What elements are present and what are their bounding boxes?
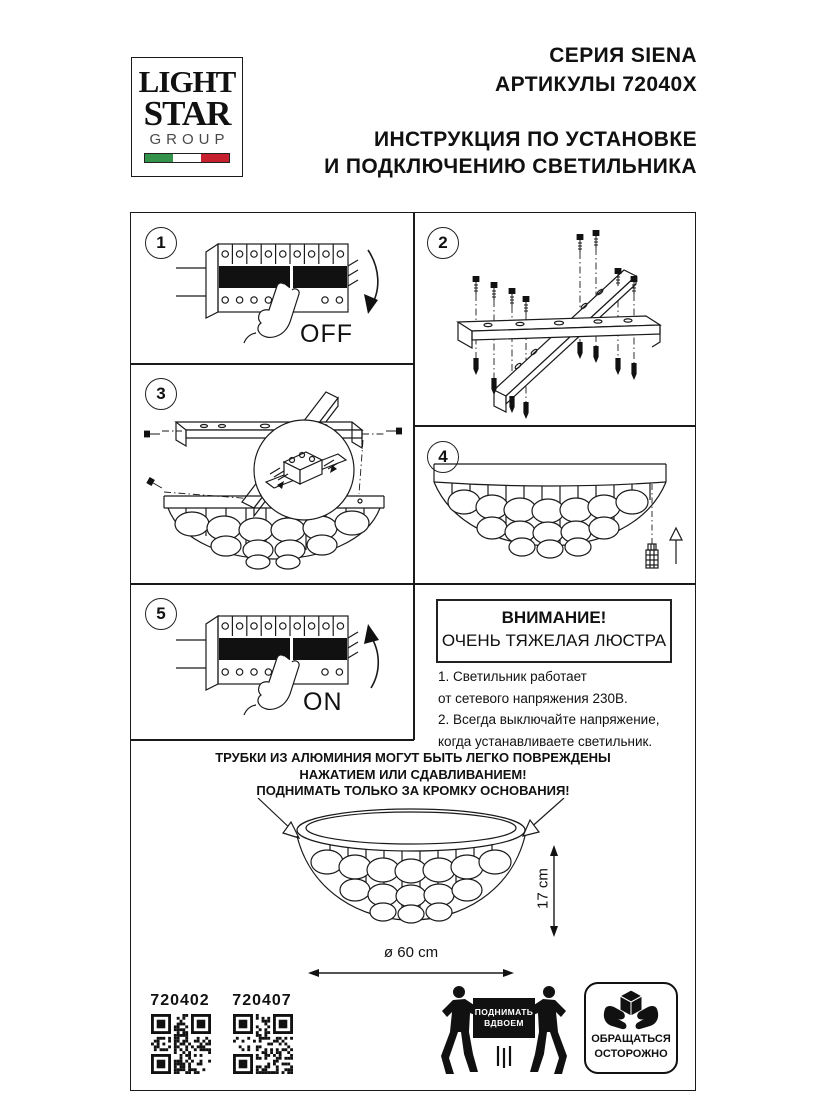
panel-divider-right-1	[413, 425, 695, 427]
note-line: от сетевого напряжения 230В.	[438, 690, 628, 706]
logo-word-light: LIGHT	[138, 64, 236, 99]
hands-holding-cube-icon	[601, 989, 661, 1031]
note-line: когда устанавливаете светильник.	[438, 733, 653, 749]
article-number: 720402	[150, 992, 210, 1009]
step-4-badge: 4	[427, 441, 459, 473]
panel-divider-left-1	[130, 363, 414, 365]
logo-word-star: STAR	[143, 94, 231, 133]
header-title-line2: И ПОДКЛЮЧЕНИЮ СВЕТИЛЬНИКА	[324, 155, 697, 178]
mounting-bracket-exploded-illustration	[428, 230, 690, 422]
height-dimension-label: 17 cm	[534, 868, 552, 909]
care-label-line: ОСТОРОЖНО	[594, 1048, 668, 1060]
wiring-detail-balloon	[254, 420, 354, 520]
on-label: ON	[303, 688, 343, 716]
pointing-hand-icon	[258, 283, 299, 337]
qr-code-1	[151, 1014, 211, 1074]
grab-arrow-icon	[258, 798, 564, 838]
step-2-badge: 2	[427, 227, 459, 259]
notes-block	[438, 666, 694, 752]
lightstar-logo	[131, 57, 243, 177]
cap-nut-screw-icon	[646, 544, 658, 568]
panel-divider-vertical	[413, 212, 415, 740]
italy-flag-icon	[144, 153, 230, 163]
step-3-badge: 3	[145, 378, 177, 410]
note-line: 1. Светильник работает	[438, 669, 587, 684]
panel-divider-full	[130, 583, 695, 585]
care-label-line: ОБРАЩАТЬСЯ	[591, 1033, 671, 1045]
step-5-badge: 5	[145, 598, 177, 630]
header-series: СЕРИЯ SIENA	[549, 44, 697, 67]
handle-with-care-icon	[584, 982, 678, 1074]
warning-title: ВНИМАНИЕ!	[501, 608, 607, 627]
two-person-lift-icon	[440, 984, 568, 1080]
arrow-up-icon	[670, 528, 682, 564]
aluminum-warning	[130, 750, 696, 800]
lift-label-box	[473, 998, 535, 1038]
qr-code-2	[233, 1014, 293, 1074]
circuit-breaker-on-illustration	[168, 600, 398, 730]
diameter-dimension-label: ø 60 cm	[383, 944, 439, 961]
aluminum-warning-line: ТРУБКИ ИЗ АЛЮМИНИЯ МОГУТ БЫТЬ ЛЕГКО ПОВРЕЖДЕНЫ	[215, 750, 611, 765]
flag-green-segment	[145, 154, 173, 162]
flag-red-segment	[201, 154, 229, 162]
dimension-arrow-horizontal-icon	[308, 966, 514, 980]
lift-label-line: ПОДНИМАТЬ	[474, 1007, 534, 1017]
fixing-and-wiring-illustration	[134, 374, 410, 580]
warning-subtitle: ОЧЕНЬ ТЯЖЕЛАЯ ЛЮСТРА	[441, 631, 667, 650]
aluminum-warning-line: ПОДНИМАТЬ ТОЛЬКО ЗА КРОМКУ ОСНОВАНИЯ!	[256, 783, 570, 798]
logo-word-group: GROUP	[149, 131, 230, 148]
flag-white-segment	[173, 154, 201, 162]
step-1-badge: 1	[145, 227, 177, 259]
pointing-hand-icon	[258, 655, 299, 709]
lamp-dimensions-illustration	[250, 798, 572, 956]
panel-divider-left-2	[130, 739, 414, 741]
warning-box	[436, 599, 672, 663]
off-label: OFF	[300, 320, 353, 348]
lamp-body-fastening-illustration	[424, 452, 692, 580]
header-title-line1: ИНСТРУКЦИЯ ПО УСТАНОВКЕ	[373, 128, 697, 151]
aluminum-warning-line: НАЖАТИЕМ ИЛИ СДАВЛИВАНИЕМ!	[299, 766, 527, 782]
header-articles: АРТИКУЛЫ 72040X	[495, 73, 697, 96]
circuit-breaker-off-illustration	[168, 228, 398, 358]
lift-label-line: ВДВОЕМ	[484, 1018, 524, 1028]
note-line: 2. Всегда выключайте напряжение,	[438, 712, 660, 727]
article-number: 720407	[232, 992, 292, 1009]
